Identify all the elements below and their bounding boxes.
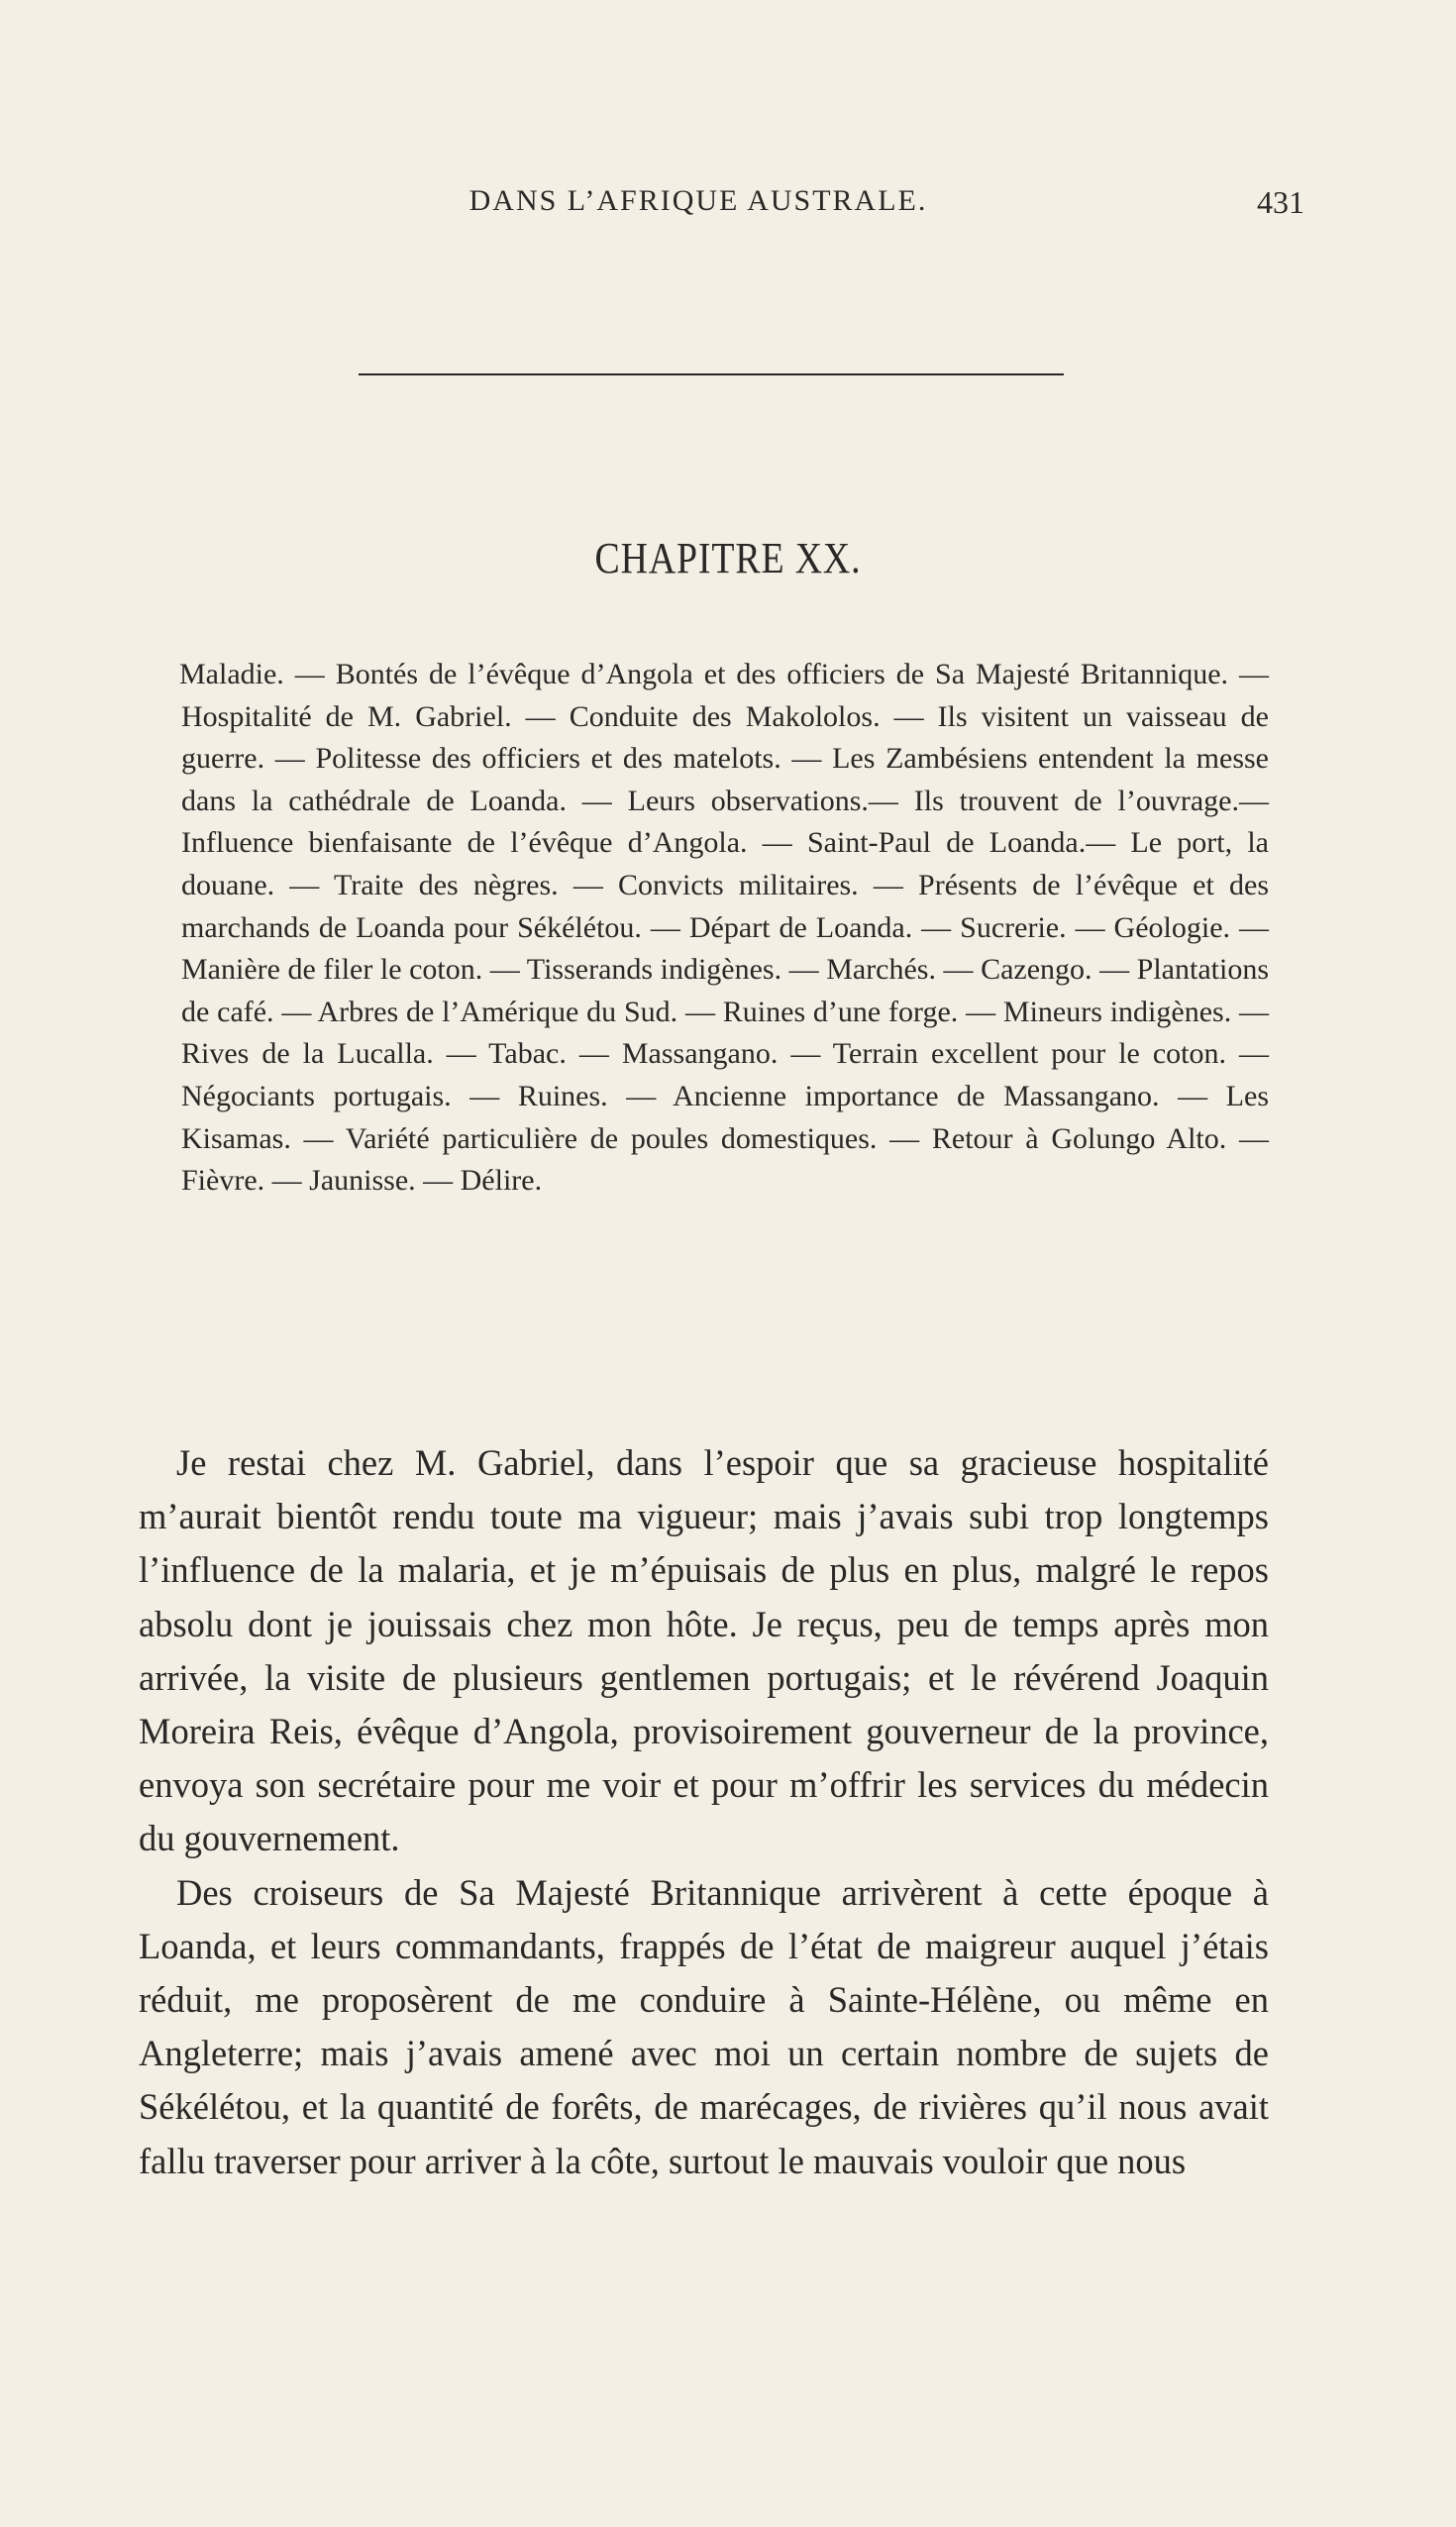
body-text bbox=[139, 1436, 1269, 2188]
chapter-summary: Maladie. — Bontés de l’évêque d’Angola et des officiers de Sa Majesté Britannique. — Hospitalité de M. Gabriel. — Conduite des Makololos. — Ils visitent un vaisseau de guerre. — Politesse des officiers et des matelots. — Les Zambésiens entendent la messe dans la cathédrale de Loanda. — Leurs observations.— Ils trouvent de l’ouvrage.— Influence bienfaisante de l’évêque d’Angola. — Saint-Paul de Loanda.— Le port, la douane. — Traite des nègres. — Convicts militaires. — Présents de l’évêque et des marchands de Loanda pour Sékélétou. — Départ de Loanda. — Sucrerie. — Géologie. — Manière de filer le coton. — Tisserands indigènes. — Marchés. — Cazengo. — Plantations de café. — Arbres de l’Amérique du Sud. — Ruines d’une forge. — Mineurs indigènes. — Rives de la Lucalla. — Tabac. — Massangano. — Terrain excellent pour le coton. — Négociants portugais. — Ruines. — Ancienne importance de Massangano. — Les Kisamas. — Variété particulière de poules domestiques. — Retour à Golungo Alto. — Fièvre. — Jaunisse. — Délire. bbox=[179, 658, 1269, 1198]
paragraph: Des croiseurs de Sa Majesté Britannique arrivèrent à cette époque à Loanda, et leurs commandants, frappés de l’état de maigreur auquel j’étais réduit, me proposèrent de me conduire à Sainte-Hélène, ou même en Angleterre; mais j’avais amené avec moi un certain nombre de sujets de Sékélétou, et la quantité de forêts, de marécages, de rivières qu’il nous avait fallu traverser pour arriver à la côte, surtout le mauvais vouloir que nous bbox=[139, 1871, 1269, 2181]
page-number: 431 bbox=[1257, 184, 1304, 220]
chapter-title: CHAPITRE XX. bbox=[594, 534, 862, 582]
title-rule bbox=[359, 373, 1064, 375]
running-head: DANS L’AFRIQUE AUSTRALE. bbox=[468, 184, 928, 217]
paragraph: Je restai chez M. Gabriel, dans l’espoir que sa gracieuse hospitalité m’aurait bientôt rendu toute ma vigueur; mais j’avais subi trop longtemps l’influence de la malaria, et je m’épuisais de plus en plus, malgré le repos absolu dont je jouissais chez mon hôte. Je reçus, peu de temps après mon arrivée, la visite de plusieurs gentlemen portugais; et le révérend Joaquin Moreira Reis, évêque d’Angola, provisoirement gouverneur de la province, envoya son secrétaire pour me voir et pour m’offrir les services du médecin du gouvernement. bbox=[139, 1442, 1269, 1859]
